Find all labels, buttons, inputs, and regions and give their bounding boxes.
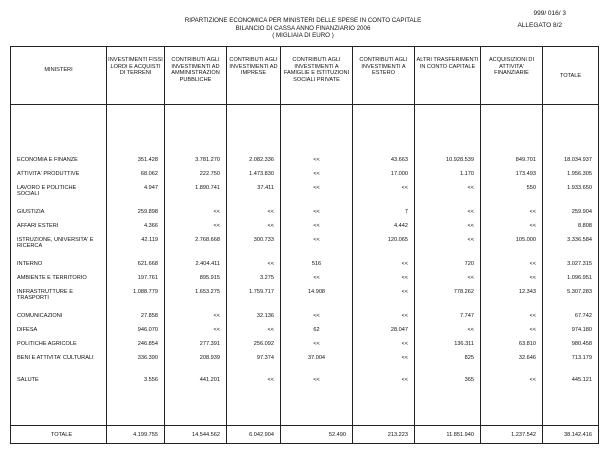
table-cell: 365 bbox=[464, 377, 474, 383]
title-line: RIPARTIZIONE ECONOMICA PER MINISTERI DELLE SPESE IN CONTO CAPITALE bbox=[184, 17, 422, 24]
ministero-name: BENI E ATTIVITA' CULTURALI bbox=[17, 355, 94, 361]
table-cell: 1.170 bbox=[460, 171, 474, 177]
title-line: BILANCIO DI CASSA ANNO FINANZIARIO 2006 bbox=[235, 24, 371, 32]
table-cell: 516 bbox=[311, 261, 322, 267]
table-cell: << bbox=[313, 223, 320, 229]
header-row bbox=[11, 47, 599, 105]
table-cell: 246.854 bbox=[137, 341, 158, 347]
table-cell: 42.119 bbox=[141, 237, 158, 243]
table-cell: << bbox=[313, 157, 320, 163]
contributi-estero-column bbox=[353, 105, 415, 426]
table-cell: << bbox=[529, 261, 536, 267]
totals-row bbox=[11, 426, 599, 444]
table-cell: << bbox=[267, 377, 274, 383]
col-header-contributi-famiglie: CONTRIBUTI AGLI INVESTIMENTI A FAMIGLIE E ISTITUZIONI SOCIALI PRIVATE bbox=[281, 47, 353, 105]
table-cell: 550 bbox=[526, 185, 536, 191]
table-cell: 713.179 bbox=[571, 355, 592, 361]
ministero-name: COMUNICAZIONI bbox=[17, 313, 63, 319]
table-cell: 895.915 bbox=[199, 275, 220, 281]
table-cell: << bbox=[467, 275, 474, 281]
table-cell: << bbox=[313, 209, 320, 215]
table-cell: 62 bbox=[313, 327, 320, 333]
table-cell: << bbox=[529, 223, 536, 229]
ministero-name: INFRASTRUTTURE E TRASPORTI bbox=[17, 289, 73, 302]
col-header-acquisizioni: ACQUISIZIONI DI ATTIVITA' FINANZIARIE bbox=[481, 47, 543, 105]
table-cell: 277.391 bbox=[199, 341, 220, 347]
table-cell: 28.047 bbox=[390, 327, 408, 333]
ministero-name: DIFESA bbox=[17, 327, 38, 333]
ministero-name: INTERNO bbox=[17, 261, 43, 267]
ministero-name: AFFARI ESTERI bbox=[17, 223, 59, 229]
col-header-totale: TOTALE bbox=[543, 47, 599, 105]
table-cell: 67.742 bbox=[574, 313, 592, 319]
table-cell: << bbox=[401, 289, 408, 295]
expenditure-table bbox=[10, 46, 599, 444]
table-cell: 256.092 bbox=[253, 341, 274, 347]
table-cell: << bbox=[267, 261, 274, 267]
ministero-name: ATTIVITA' PRODUTTIVE bbox=[17, 171, 80, 177]
ministero-name: GIUSTIZIA bbox=[17, 209, 45, 215]
table-cell: << bbox=[313, 185, 320, 191]
altri-trasferimenti-column bbox=[415, 105, 481, 426]
table-cell: << bbox=[313, 377, 320, 383]
contributi-pa-column bbox=[165, 105, 227, 426]
document-reference: 999/ 016/ 3 bbox=[533, 10, 566, 17]
table-cell: 18.034.937 bbox=[564, 157, 592, 163]
ministero-name: ISTRUZIONE, UNIVERSITA' E RICERCA bbox=[17, 237, 94, 250]
table-cell: 980.458 bbox=[571, 341, 592, 347]
ministero-name: POLITICHE AGRICOLE bbox=[17, 341, 77, 347]
totale-column bbox=[543, 105, 599, 426]
table-cell: << bbox=[213, 313, 220, 319]
body-row bbox=[11, 105, 599, 426]
table-cell: << bbox=[401, 261, 408, 267]
investimenti-column bbox=[107, 105, 165, 426]
ministeri-column bbox=[11, 105, 107, 426]
table-cell: 3.556 bbox=[144, 377, 158, 383]
table-cell: 32.646 bbox=[518, 355, 536, 361]
table-cell: << bbox=[267, 209, 274, 215]
ministero-name: ECONOMIA E FINANZE bbox=[17, 157, 78, 163]
table-cell: 1.890.741 bbox=[195, 185, 220, 191]
table-cell: 32.136 bbox=[256, 313, 274, 319]
table-cell: 136.311 bbox=[454, 341, 474, 347]
table-cell: 1.759.717 bbox=[249, 289, 274, 295]
table-cell: 1.096.951 bbox=[567, 275, 592, 281]
total-contributi-imprese: 6.042.904 bbox=[227, 426, 281, 444]
table-cell: 4.947 bbox=[144, 185, 158, 191]
table-cell: 4.366 bbox=[144, 223, 158, 229]
table-cell: << bbox=[467, 185, 474, 191]
table-cell: 3.336.584 bbox=[567, 237, 592, 243]
table-cell: << bbox=[313, 171, 320, 177]
table-cell: 974.180 bbox=[571, 327, 592, 333]
table-cell: 2.768.668 bbox=[195, 237, 220, 243]
table-cell: << bbox=[401, 185, 408, 191]
table-cell: 720 bbox=[464, 261, 474, 267]
table-cell: 7 bbox=[404, 209, 408, 215]
table-cell: 259.898 bbox=[137, 209, 158, 215]
table-cell: 208.939 bbox=[199, 355, 220, 361]
table-cell: << bbox=[213, 223, 220, 229]
table-cell: 849.701 bbox=[515, 157, 536, 163]
table-cell: << bbox=[529, 209, 536, 215]
table-cell: 120.065 bbox=[387, 237, 408, 243]
ministero-name: AMBIENTE E TERRITORIO bbox=[17, 275, 87, 281]
col-header-ministeri: MINISTERI bbox=[11, 47, 107, 105]
table-cell: 17.000 bbox=[390, 171, 408, 177]
table-cell: << bbox=[529, 313, 536, 319]
table-cell: 825 bbox=[464, 355, 474, 361]
table-cell: 3.275 bbox=[260, 275, 274, 281]
totals-label: TOTALE bbox=[11, 426, 107, 444]
table-cell: 8.808 bbox=[578, 223, 592, 229]
table-cell: << bbox=[401, 377, 408, 383]
table-cell: 105.000 bbox=[515, 237, 536, 243]
table-cell: 3.027.315 bbox=[567, 261, 592, 267]
acquisizioni-column bbox=[481, 105, 543, 426]
table-cell: 68.062 bbox=[140, 171, 158, 177]
table-cell: 441.201 bbox=[199, 377, 220, 383]
table-cell: 1.473.830 bbox=[249, 171, 274, 177]
table-cell: 1.653.275 bbox=[195, 289, 220, 295]
ministero-name: SALUTE bbox=[17, 377, 39, 383]
contributi-imprese-column bbox=[227, 105, 281, 426]
total-acquisizioni: 1.237.542 bbox=[481, 426, 543, 444]
table-cell: << bbox=[467, 223, 474, 229]
table-cell: << bbox=[213, 327, 220, 333]
table-cell: << bbox=[467, 209, 474, 215]
table-cell: 10.928.539 bbox=[446, 157, 474, 163]
table-cell: 1.933.650 bbox=[567, 185, 592, 191]
table-cell: 197.761 bbox=[137, 275, 158, 281]
table-cell: 12.343 bbox=[518, 289, 536, 295]
ministero-name: LAVORO E POLITICHE SOCIALI bbox=[17, 185, 77, 198]
total-investimenti: 4.199.755 bbox=[107, 426, 165, 444]
table-cell: << bbox=[313, 341, 320, 347]
table-cell: << bbox=[313, 275, 320, 281]
table-cell: 946.070 bbox=[137, 327, 158, 333]
table-cell: << bbox=[401, 275, 408, 281]
col-header-contributi-estero: CONTRIBUTI AGLI INVESTIMENTI A ESTERO bbox=[353, 47, 415, 105]
table-cell: << bbox=[401, 313, 408, 319]
table-cell: << bbox=[313, 313, 320, 319]
document-title bbox=[0, 17, 606, 40]
table-cell: << bbox=[529, 275, 536, 281]
table-cell: 5.307.283 bbox=[567, 289, 592, 295]
table-cell: 27.858 bbox=[140, 313, 158, 319]
total-contributi-estero: 213.223 bbox=[353, 426, 415, 444]
col-header-altri-trasferimenti: ALTRI TRASFERIMENTI IN CONTO CAPITALE bbox=[415, 47, 481, 105]
total-altri-trasferimenti: 11.851.940 bbox=[415, 426, 481, 444]
table-cell: 259.904 bbox=[571, 209, 592, 215]
table-cell: 173.493 bbox=[515, 171, 536, 177]
col-header-contributi-imprese: CONTRIBUTI AGLI INVESTIMENTI AD IMPRESE bbox=[227, 47, 281, 105]
table-cell: 7.747 bbox=[460, 313, 474, 319]
table-cell: 97.374 bbox=[256, 355, 274, 361]
table-cell: 1.088.779 bbox=[133, 289, 158, 295]
table-cell: 2.082.336 bbox=[249, 157, 274, 163]
allegato-label: ALLEGATO 8/2 bbox=[517, 22, 562, 29]
table-cell: 778.262 bbox=[453, 289, 474, 295]
table-cell: << bbox=[401, 355, 408, 361]
table-cell: << bbox=[267, 327, 274, 333]
title-line: ( MIGLIAIA DI EURO ) bbox=[272, 32, 334, 40]
table-cell: << bbox=[467, 327, 474, 333]
table-cell: << bbox=[529, 327, 536, 333]
table-cell: 43.663 bbox=[390, 157, 408, 163]
table-cell: << bbox=[313, 237, 320, 243]
table-cell: 2.404.411 bbox=[195, 261, 220, 267]
table-cell: << bbox=[401, 341, 408, 347]
col-header-contributi-pa: CONTRIBUTI AGLI INVESTIMENTI AD AMMINISTRAZION PUBBLICHE bbox=[165, 47, 227, 105]
total-totale: 38.142.416 bbox=[543, 426, 599, 444]
table-cell: 63.810 bbox=[518, 341, 536, 347]
table-cell: 300.733 bbox=[253, 237, 274, 243]
table-cell: << bbox=[529, 377, 536, 383]
table-cell: << bbox=[467, 237, 474, 243]
table-cell: 3.781.270 bbox=[195, 157, 220, 163]
table-cell: 222.750 bbox=[199, 171, 220, 177]
table-cell: 1.956.305 bbox=[567, 171, 592, 177]
col-header-investimenti: INVESTIMENTI FISSI LORDI E ACQUISTI DI TERRENI bbox=[107, 47, 165, 105]
table-cell: 351.428 bbox=[137, 157, 158, 163]
table-cell: << bbox=[267, 223, 274, 229]
table-cell: 445.121 bbox=[571, 377, 592, 383]
table-cell: 37.411 bbox=[257, 185, 274, 191]
total-contributi-famiglie: 52.490 bbox=[281, 426, 353, 444]
contributi-famiglie-column bbox=[281, 105, 353, 426]
table-cell: << bbox=[213, 209, 220, 215]
table-cell: 336.390 bbox=[137, 355, 158, 361]
table-cell: 4.442 bbox=[394, 223, 408, 229]
table-cell: 37.004 bbox=[307, 355, 326, 361]
total-contributi-pa: 14.544.562 bbox=[165, 426, 227, 444]
table-cell: 621.668 bbox=[137, 261, 158, 267]
table-cell: 14.908 bbox=[307, 289, 326, 295]
